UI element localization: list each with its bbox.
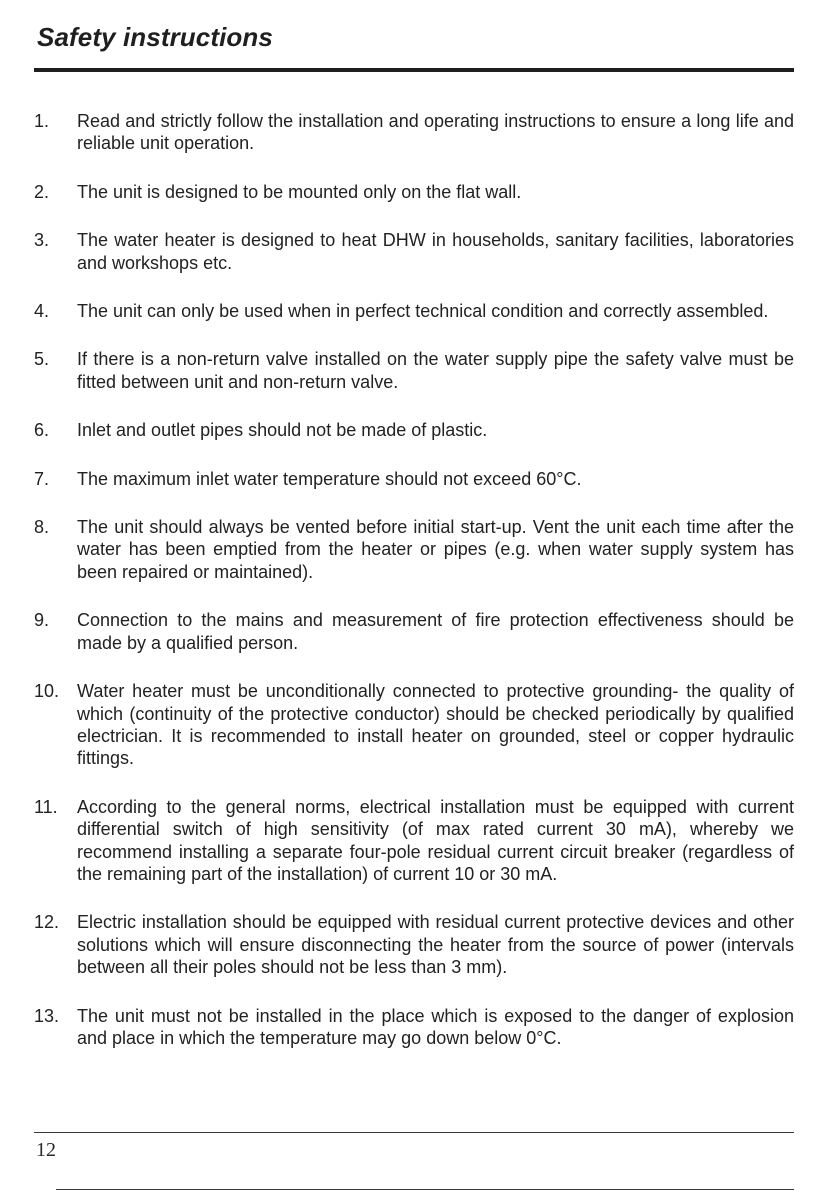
- list-item: [34, 300, 794, 322]
- item-text: According to the general norms, electrical installation must be equipped with current differential switch of high sensitivity (of max rated current 30 mA), whereby we recommend installing a separate four-pole residual current circuit breaker (regardless of the remaining part of the installation) of current 10 or 30 mA.: [77, 796, 794, 884]
- page-title: Safety instructions: [37, 22, 273, 52]
- item-number: 8.: [34, 517, 50, 538]
- item-number: 10.: [34, 681, 60, 702]
- safety-instructions-list: [34, 110, 794, 1075]
- item-text: Read and strictly follow the installation and operating instructions to ensure a long life and reliable unit operation.: [77, 111, 794, 154]
- item-number: 12.: [34, 912, 60, 933]
- item-text: The water heater is designed to heat DHW in households, sanitary facilities, laboratories and workshops etc.: [77, 230, 794, 273]
- item-number: 11.: [34, 796, 58, 817]
- list-item: [34, 229, 794, 274]
- item-text: The unit must not be installed in the place which is exposed to the danger of explosion and place in which the temperature may go down below 0°C.: [77, 1005, 794, 1048]
- list-item: [34, 516, 794, 583]
- item-number: 13.: [34, 1005, 60, 1026]
- item-text: The unit should always be vented before initial start-up. Vent the unit each time after the water has been emptied from the heater or pipes (e.g. when water supply system has been repaired or maintained).: [77, 517, 794, 582]
- list-item: [34, 911, 794, 978]
- item-number: 7.: [34, 468, 50, 489]
- item-number: 9.: [34, 610, 50, 631]
- bottom-divider: [56, 1189, 794, 1190]
- list-item: [34, 468, 794, 490]
- item-number: 6.: [34, 420, 50, 441]
- list-item: [34, 419, 794, 441]
- item-text: The maximum inlet water temperature should not exceed 60°C.: [77, 468, 582, 489]
- item-text: If there is a non-return valve installed on the water supply pipe the safety valve must be fitted between unit and non-return valve.: [77, 349, 794, 392]
- list-item: [34, 181, 794, 203]
- list-item: [34, 796, 794, 886]
- item-number: 1.: [34, 111, 50, 131]
- list-item: [34, 609, 794, 654]
- footer-divider: [34, 1132, 794, 1133]
- item-number: 2.: [34, 181, 50, 202]
- item-text: The unit is designed to be mounted only on the flat wall.: [77, 181, 522, 202]
- item-number: 3.: [34, 230, 50, 251]
- list-item: [34, 1005, 794, 1050]
- item-text: The unit can only be used when in perfect technical condition and correctly assembled.: [77, 301, 769, 322]
- item-text: Electric installation should be equipped with residual current protective devices and other solutions which will ensure disconnecting the heater from the source of power (intervals between all their poles should not be less than 3 mm).: [77, 912, 794, 978]
- list-item: [34, 680, 794, 770]
- item-number: 4.: [34, 301, 50, 322]
- page-number: 12: [36, 1139, 56, 1161]
- item-text: Connection to the mains and measurement of fire protection effectiveness should be made by a qualified person.: [77, 610, 794, 653]
- item-text: Water heater must be unconditionally connected to protective grounding- the quality of which (continuity of the protective conductor) should be checked periodically by qualified electrician. It is recommended to install heater on grounded, steel or copper hydraulic fittings.: [77, 681, 794, 769]
- list-item: [34, 348, 794, 393]
- list-item: [34, 110, 794, 155]
- item-text: Inlet and outlet pipes should not be made of plastic.: [77, 420, 488, 441]
- item-number: 5.: [34, 349, 50, 370]
- page-header: [34, 0, 794, 72]
